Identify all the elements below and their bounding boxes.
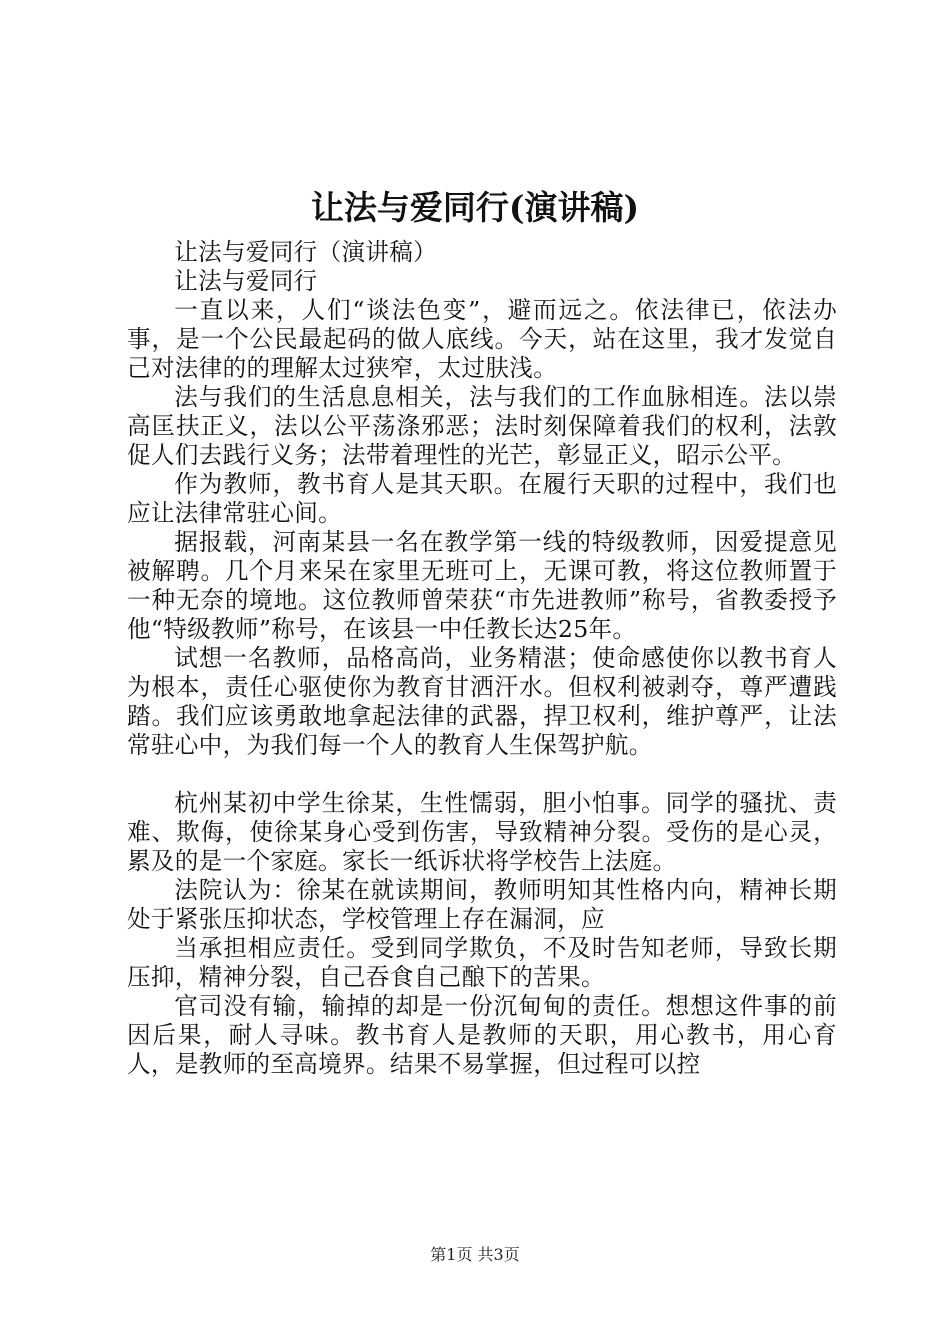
paragraph: 官司没有输，输掉的却是一份沉甸甸的责任。想想这件事的前因后果，耐人寻味。教书育人是教师的天职，用心教书，用心育人，是教师的至高境界。结果不易掌握，但过程可以控 bbox=[127, 992, 837, 1078]
paragraph: 当承担相应责任。受到同学欺负，不及时告知老师，导致长期压抑，精神分裂，自己吞食自己酿下的苦果。 bbox=[127, 934, 837, 991]
paragraph: 法与我们的生活息息相关，法与我们的工作血脉相连。法以崇高匡扶正义，法以公平荡涤邪恶；法时刻保障着我们的权利，法敦促人们去践行义务；法带着理性的光芒，彰显正义，昭示公平。 bbox=[127, 383, 837, 469]
paragraph: 试想一名教师，品格高尚，业务精湛；使命感使你以教书育人为根本，责任心驱使你为教育甘洒汗水。但权利被剥夺，尊严遭践踏。我们应该勇敢地拿起法律的武器，捍卫权利，维护尊严，让法常驻心中，为我们每一个人的教育人生保驾护航。 bbox=[127, 644, 837, 759]
paragraph: 一直以来，人们“谈法色变”，避而远之。依法律已，依法办事，是一个公民最起码的做人底线。今天，站在这里，我才发觉自己对法律的的理解太过狭窄，太过肤浅。 bbox=[127, 296, 837, 382]
paragraph: 据报载，河南某县一名在教学第一线的特级教师，因爱提意见被解聘。几个月来呆在家里无班可上，无课可教，将这位教师置于一种无奈的境地。这位教师曾荣获“市先进教师”称号，省教委授予他“特级教师”称号，在该县一中任教长达25年。 bbox=[127, 528, 837, 643]
paragraph: 法院认为：徐某在就读期间，教师明知其性格内向，精神长期处于紧张压抑状态，学校管理上存在漏洞，应 bbox=[127, 876, 837, 933]
document-body bbox=[127, 238, 837, 1079]
paragraph-subtitle: 让法与爱同行（演讲稿） bbox=[174, 238, 438, 266]
paragraph-heading: 让法与爱同行 bbox=[174, 267, 318, 295]
page-number-footer: 第1页 共3页 bbox=[430, 1245, 520, 1264]
paragraph: 杭州某初中学生徐某，生性懦弱，胆小怕事。同学的骚扰、责难、欺侮，使徐某身心受到伤害，导致精神分裂。受伤的是心灵，累及的是一个家庭。家长一纸诉状将学校告上法庭。 bbox=[127, 789, 837, 875]
paragraph: 作为教师，教书育人是其天职。在履行天职的过程中，我们也应让法律常驻心间。 bbox=[127, 470, 837, 527]
document-title: 让法与爱同行(演讲稿) bbox=[310, 188, 640, 227]
